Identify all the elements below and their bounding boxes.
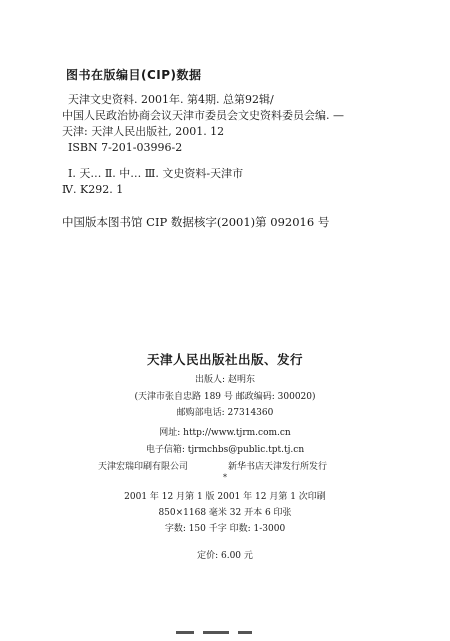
cip-line-publisher: 天津: 天津人民出版社, 2001. 12 (62, 125, 225, 138)
scan-mark (176, 631, 194, 634)
cip-line-title: 天津文史资料. 2001年. 第4期. 总第92辑/ (68, 93, 274, 106)
publisher-name: 天津人民出版社出版、发行 (146, 352, 303, 367)
scan-artifact-marks (176, 622, 272, 628)
cip-line-isbn: ISBN 7-201-03996-2 (68, 141, 183, 154)
format-info: 850×1168 毫米 32 开本 6 印张 (158, 508, 292, 518)
cip-data-number: 中国版本图书馆 CIP 数据核字(2001)第 092016 号 (62, 215, 330, 229)
printer-distributor-row (98, 459, 398, 472)
scan-mark (203, 631, 229, 634)
edition-info: 2001 年 12 月第 1 版 2001 年 12 月第 1 次印刷 (124, 492, 326, 502)
distributor-name: 新华书店天津发行所发行 (228, 462, 328, 472)
publisher-person: 出版人: 赵明东 (195, 375, 255, 385)
cip-heading: 图书在版编目(CIP)数据 (66, 68, 202, 82)
cip-classification-1: Ⅰ. 天… Ⅱ. 中… Ⅲ. 文史资料-天津市 (68, 167, 244, 180)
separator-star: * (223, 473, 227, 482)
mail-order-phone: 邮购部电话: 27314360 (176, 408, 274, 418)
wordcount-info: 字数: 150 千字 印数: 1-3000 (164, 524, 286, 534)
printer-name: 天津宏瑞印刷有限公司 (98, 462, 189, 472)
cip-record (62, 92, 412, 198)
publisher-email: 电子信箱: tjrmchbs@public.tpt.tj.cn (145, 445, 305, 455)
publisher-address: (天津市张自忠路 189 号 邮政编码: 300020) (134, 392, 316, 402)
publisher-website: 网址: http://www.tjrm.com.cn (159, 428, 291, 438)
scan-mark (238, 631, 252, 634)
price-info: 定价: 6.00 元 (197, 551, 253, 561)
cip-classification-2: Ⅳ. K292. 1 (62, 183, 124, 196)
cip-line-author: 中国人民政治协商会议天津市委员会文史资料委员会编. — (62, 109, 344, 122)
